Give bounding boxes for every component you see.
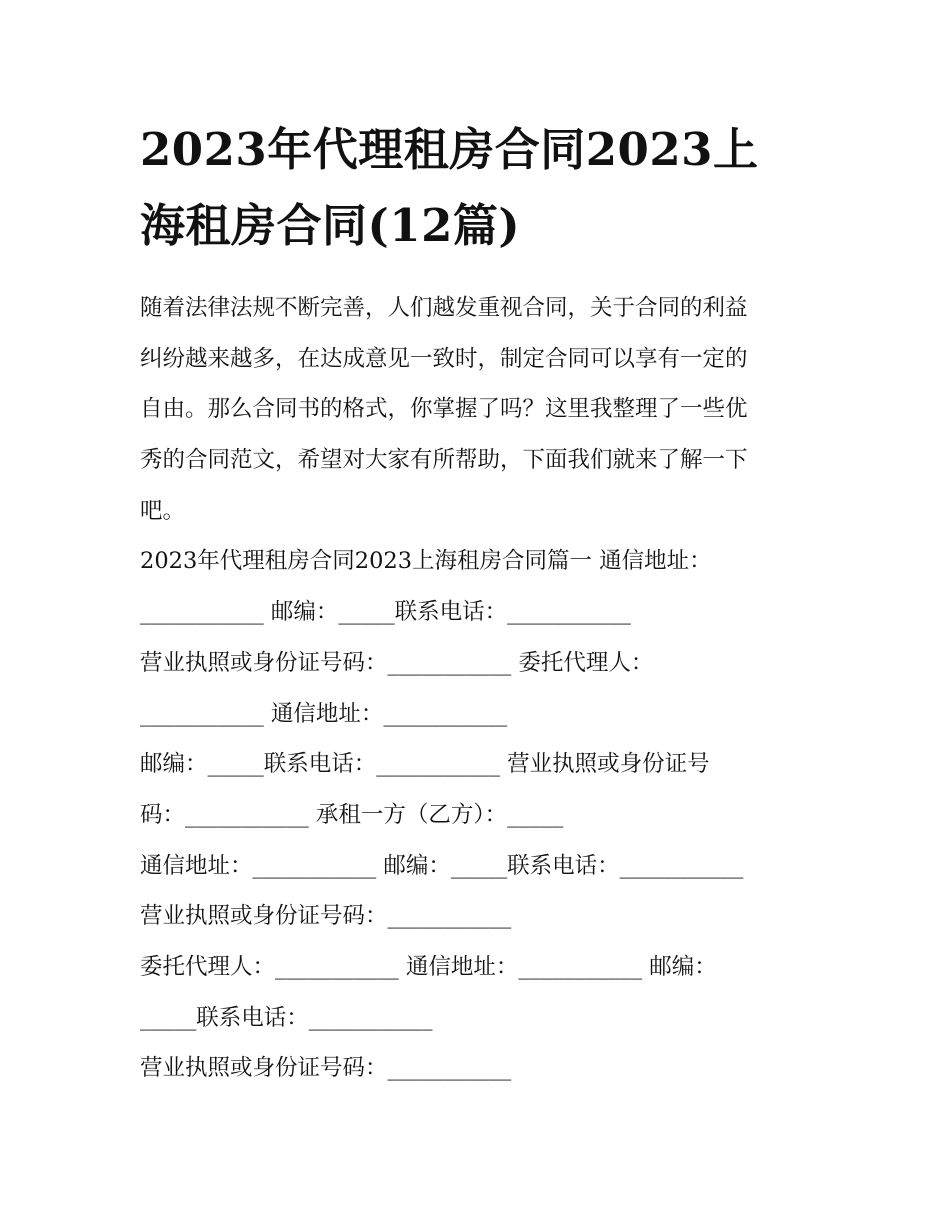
intro-line: 纠纷越来越多，在达成意见一致时，制定合同可以享有一定的 <box>140 345 748 372</box>
intro-line: 自由。那么合同书的格式，你掌握了吗？这里我整理了一些优 <box>140 396 748 423</box>
contract-line: ___________ 通信地址：___________ <box>140 700 508 727</box>
document-page <box>140 112 820 1094</box>
contract-line: _____联系电话：___________ <box>140 1004 433 1031</box>
contract-line: 营业执照或身份证号码：___________ 委托代理人： <box>140 649 654 676</box>
contract-body <box>140 536 820 1094</box>
document-title <box>140 112 820 264</box>
contract-line: 通信地址：___________ 邮编：_____联系电话：___________ <box>140 852 744 879</box>
intro-paragraph <box>140 283 820 536</box>
contract-line: 邮编：_____联系电话：___________ 营业执照或身份证号 <box>140 751 710 778</box>
contract-line: 委托代理人：___________ 通信地址：___________ 邮编： <box>140 953 717 980</box>
contract-line: 营业执照或身份证号码：___________ <box>140 903 512 930</box>
title-line: 2023年代理租房合同2023上 <box>140 123 759 176</box>
intro-line: 吧。 <box>140 497 186 524</box>
contract-line: 营业执照或身份证号码：___________ <box>140 1055 512 1082</box>
contract-line: 2023年代理租房合同2023上海租房合同篇一 通信地址： <box>140 548 712 575</box>
contract-line: ___________ 邮编：_____联系电话：___________ <box>140 599 631 626</box>
intro-line: 随着法律法规不断完善，人们越发重视合同，关于合同的利益 <box>140 295 748 321</box>
contract-line: 码：___________ 承租一方（乙方）：_____ <box>140 801 564 828</box>
intro-line: 秀的合同范文，希望对大家有所帮助，下面我们就来了解一下 <box>140 447 748 474</box>
title-line: 海租房合同(12篇) <box>140 199 521 252</box>
